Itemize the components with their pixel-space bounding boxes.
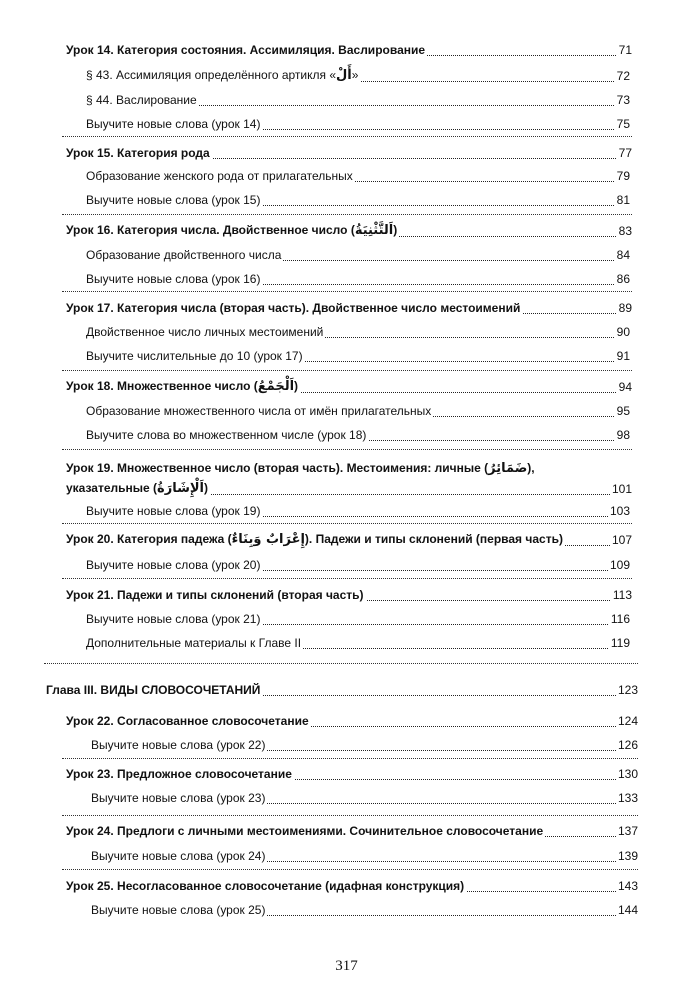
toc-entry-u15 xyxy=(66,143,632,163)
toc-entry-title xyxy=(66,376,300,397)
page-ref: 79 xyxy=(615,166,630,186)
title-text: Выучите новые слова (урок 20) xyxy=(86,558,261,572)
toc-entry-title xyxy=(66,876,466,896)
arabic-term: ضَمَائِرُ xyxy=(488,461,528,476)
title-text: ) xyxy=(393,223,398,237)
title-text: Урок 22. Согласованное словосочетание xyxy=(66,714,309,728)
title-text: ) xyxy=(204,481,208,495)
page-ref: 130 xyxy=(616,764,638,784)
title-text: Урок 24. Предлоги с личными местоимениями. Сочинительное словосочетание xyxy=(66,824,544,838)
toc-entry-s44 xyxy=(86,90,630,110)
title-text: указательные ( xyxy=(66,481,158,495)
title-text: Выучите новые слова (урок 25) xyxy=(91,903,266,917)
toc-entry-title xyxy=(66,764,294,784)
toc-entry-u17 xyxy=(66,298,632,318)
title-text: Выучите новые слова (урок 22) xyxy=(91,738,266,752)
toc-entry-title xyxy=(86,114,262,134)
page-ref: 107 xyxy=(610,530,632,550)
title-text: Глава III. ВИДЫ СЛОВОСОЧЕТАНИЙ xyxy=(46,683,261,697)
title-text: Выучите новые слова (урок 16) xyxy=(86,272,261,286)
section-divider xyxy=(62,758,638,759)
toc-entry-title xyxy=(86,346,305,366)
arabic-term: اَلْجَمْعُ xyxy=(257,379,295,394)
page-ref: 109 xyxy=(608,555,630,575)
toc-entry-title xyxy=(86,322,325,342)
toc-entry-title xyxy=(86,65,360,86)
toc-entry-plural xyxy=(86,401,630,421)
page-ref: 89 xyxy=(617,298,632,318)
page-ref: 144 xyxy=(616,900,638,920)
page-ref: 103 xyxy=(608,501,630,521)
section-divider xyxy=(62,291,632,292)
title-text: Урок 19. Множественное число (вторая часть). Местоимения: личные ( xyxy=(66,461,489,475)
toc-entry-w14 xyxy=(86,114,630,134)
title-text: Выучите слова во множественном числе (урок 18) xyxy=(86,428,367,442)
page-ref: 86 xyxy=(615,269,630,289)
toc-entry-title xyxy=(66,711,311,731)
toc-entry-u22 xyxy=(66,711,638,731)
title-text: Выучите новые слова (урок 15) xyxy=(86,193,261,207)
page-ref: 71 xyxy=(617,40,632,60)
toc-entry-title xyxy=(91,788,267,808)
toc-entry-u19b xyxy=(66,479,632,499)
toc-entry-w20 xyxy=(86,555,630,575)
toc-entry-w19 xyxy=(86,501,630,521)
toc-entry-title xyxy=(86,245,283,265)
title-text: » xyxy=(351,68,359,82)
toc-entry-title xyxy=(66,298,522,318)
toc-entry-title xyxy=(86,166,355,186)
toc-entry-u14 xyxy=(66,40,632,60)
toc-entry-fem xyxy=(86,166,630,186)
title-text: Двойственное число личных местоимений xyxy=(86,325,324,339)
title-text: Выучите новые слова (урок 23) xyxy=(91,791,266,805)
toc-entry-title xyxy=(86,633,303,653)
toc-entry-title xyxy=(66,220,399,241)
toc-entry-w21 xyxy=(86,609,630,629)
page-ref: 84 xyxy=(615,245,630,265)
page-ref: 73 xyxy=(615,90,630,110)
page-ref: 81 xyxy=(615,190,630,210)
section-divider xyxy=(62,214,632,215)
page-ref: 94 xyxy=(617,377,632,397)
section-divider xyxy=(62,523,632,524)
toc-entry-title xyxy=(86,90,199,110)
arabic-term: أَلْ xyxy=(336,68,352,83)
title-text: Урок 15. Категория рода xyxy=(66,146,210,160)
page-ref: 77 xyxy=(617,143,632,163)
title-text: Урок 23. Предложное словосочетание xyxy=(66,767,292,781)
title-text: § 43. Ассимиляция определённого артикля « xyxy=(86,68,337,82)
arabic-term: اَلْإِشَارَةُ xyxy=(157,481,204,496)
toc-entry-title xyxy=(66,478,210,499)
toc-entry-u24 xyxy=(66,821,638,841)
page-ref: 83 xyxy=(617,221,632,241)
toc-entry-w17 xyxy=(86,346,630,366)
page-ref: 72 xyxy=(615,66,630,86)
title-text: Выучите новые слова (урок 19) xyxy=(86,504,261,518)
title-text: Урок 16. Категория числа. Двойственное число ( xyxy=(66,223,355,237)
arabic-term: اَلتَّثْنِيَةُ xyxy=(354,223,394,238)
toc-entry-title xyxy=(86,555,262,575)
toc-entry-title xyxy=(86,190,262,210)
page-ref: 126 xyxy=(616,735,638,755)
toc-entry-title xyxy=(91,846,267,866)
toc-entry-u20 xyxy=(66,530,632,550)
page-ref: 90 xyxy=(615,322,630,342)
toc-entry-title xyxy=(66,458,537,479)
toc-entry-title xyxy=(86,609,262,629)
page-number: 317 xyxy=(335,958,358,974)
toc-entry-title xyxy=(66,529,565,550)
page-ref: 113 xyxy=(611,585,632,605)
toc-entry-title xyxy=(46,680,262,700)
page-ref: 101 xyxy=(610,479,632,499)
toc-entry-s43 xyxy=(86,66,630,86)
toc-entry-dual xyxy=(86,245,630,265)
toc-entry-w18 xyxy=(86,425,630,445)
title-text: ) xyxy=(294,379,299,393)
toc-entry-w16 xyxy=(86,269,630,289)
title-text: Выучите числительные до 10 (урок 17) xyxy=(86,349,303,363)
title-text: Выучите новые слова (урок 24) xyxy=(91,849,266,863)
section-divider xyxy=(62,449,632,450)
page-ref: 133 xyxy=(616,788,638,808)
page-ref: 98 xyxy=(615,425,630,445)
title-text: ), xyxy=(527,461,535,475)
toc-entry-ch3 xyxy=(46,680,638,700)
toc-entry-w23 xyxy=(91,788,638,808)
toc-entry-extra2 xyxy=(86,633,630,653)
title-text: Выучите новые слова (урок 21) xyxy=(86,612,261,626)
section-divider xyxy=(44,663,638,664)
page-ref: 75 xyxy=(615,114,630,134)
toc-entry-title xyxy=(86,401,433,421)
page-ref: 139 xyxy=(616,846,638,866)
toc-entry-dualpron xyxy=(86,322,630,342)
toc-entry-u18 xyxy=(66,377,632,397)
toc-entry-u25 xyxy=(66,876,638,896)
page-ref: 116 xyxy=(609,609,630,629)
title-text: Выучите новые слова (урок 14) xyxy=(86,117,261,131)
page-ref: 124 xyxy=(616,711,638,731)
toc-entry-w25 xyxy=(91,900,638,920)
toc-entry-title xyxy=(66,585,366,605)
page-ref: 137 xyxy=(616,821,638,841)
toc-entry-title xyxy=(86,501,262,521)
title-text: § 44. Васлирование xyxy=(86,93,197,107)
page-ref: 91 xyxy=(615,346,630,366)
section-divider xyxy=(62,869,638,870)
title-text: Урок 25. Несогласованное словосочетание (идафная конструкция) xyxy=(66,879,465,893)
toc-entry-w15 xyxy=(86,190,630,210)
toc-entry-u19a xyxy=(66,459,632,479)
title-text: Образование женского рода от прилагательных xyxy=(86,169,353,183)
title-text: Урок 18. Множественное число ( xyxy=(66,379,258,393)
title-text: Образование множественного числа от имён прилагательных xyxy=(86,404,432,418)
section-divider xyxy=(62,370,632,371)
title-text: Урок 17. Категория числа (вторая часть). Двойственное число местоимений xyxy=(66,301,521,315)
toc-entry-title xyxy=(86,425,368,445)
page-ref: 123 xyxy=(616,680,638,700)
title-text: Образование двойственного числа xyxy=(86,248,282,262)
toc-entry-title xyxy=(66,143,212,163)
toc-entry-title xyxy=(66,40,427,60)
page-ref: 143 xyxy=(616,876,638,896)
title-text: ). Падежи и типы склонений (первая часть) xyxy=(304,532,563,546)
toc-entry-u16 xyxy=(66,221,632,241)
title-text: Урок 21. Падежи и типы склонений (вторая часть) xyxy=(66,588,364,602)
toc-entry-w24 xyxy=(91,846,638,866)
page-ref: 95 xyxy=(615,401,630,421)
toc-entry-title xyxy=(86,269,262,289)
title-text: Дополнительные материалы к Главе II xyxy=(86,636,302,650)
section-divider xyxy=(62,578,632,579)
toc-entry-u21 xyxy=(66,585,632,605)
section-divider xyxy=(62,815,638,816)
toc-entry-title xyxy=(91,900,267,920)
section-divider xyxy=(62,136,632,137)
page-ref: 119 xyxy=(609,633,630,653)
toc-entry-u23 xyxy=(66,764,638,784)
arabic-term: إِعْرَابٌ وَبِنَاءٌ xyxy=(231,532,305,547)
title-text: Урок 14. Категория состояния. Ассимиляция. Васлирование xyxy=(66,43,426,57)
toc-entry-w22 xyxy=(91,735,638,755)
toc-entry-title xyxy=(66,821,545,841)
toc-entry-title xyxy=(91,735,267,755)
title-text: Урок 20. Категория падежа ( xyxy=(66,532,232,546)
